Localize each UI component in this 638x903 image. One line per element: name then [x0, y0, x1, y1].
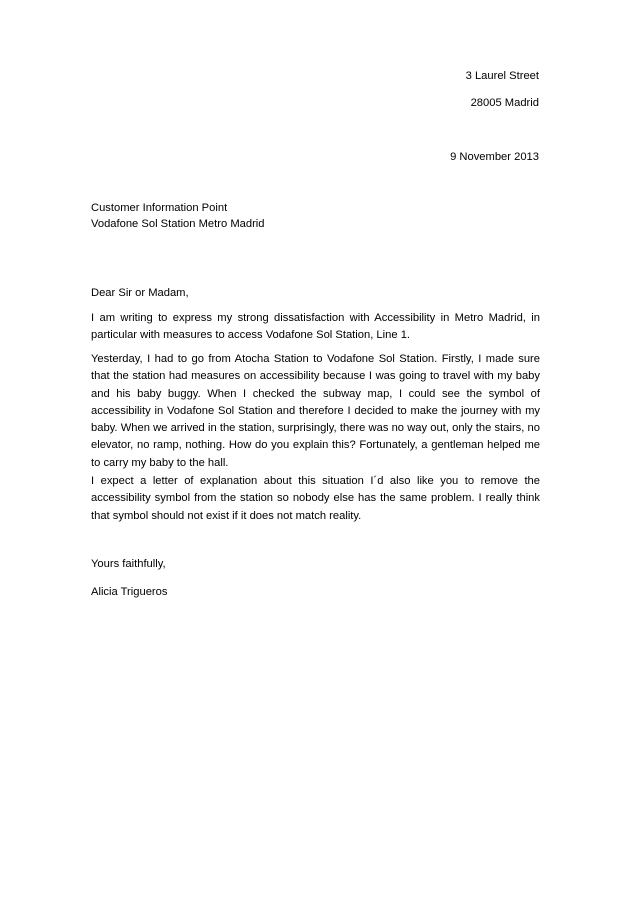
- body-paragraph-3: I expect a letter of explanation about this situation I´d also like you to remove the accessibility symbol from the station so nobody else has the same problem. I really think that symbol should not exist if it does not match reality.: [91, 475, 540, 522]
- salutation: Dear Sir or Madam,: [91, 287, 189, 299]
- recipient-line-2: Vodafone Sol Station Metro Madrid: [91, 218, 265, 230]
- recipient-line-1: Customer Information Point: [91, 202, 228, 214]
- sender-postal-city: 28005 Madrid: [470, 97, 539, 109]
- body-paragraph-1: I am writing to express my strong dissatisfaction with Accessibility in Metro Madrid, in particular with measures to access Vodafone Sol Station, Line 1.: [91, 312, 540, 342]
- body-paragraph-2: Yesterday, I had to go from Atocha Station to Vodafone Sol Station. Firstly, I made sure that the station had measures on accessibility because I was going to travel with my baby and his baby buggy. When I checked the subway map, I could see the symbol of accessibility in Vodafone Sol Station and therefore I decided to make the journey with my baby. When we arrived in the station, surprisingly, there was no way out, only the stairs, no elevator, no ramp, nothing. How do you explain this? Fortunately, a gentleman helped me to carry my baby to the hall.: [91, 353, 540, 469]
- letter-date: 9 November 2013: [450, 151, 539, 163]
- closing: Yours faithfully,: [91, 558, 166, 570]
- sender-street: 3 Laurel Street: [465, 70, 539, 82]
- signature-name: Alicia Trigueros: [91, 586, 168, 598]
